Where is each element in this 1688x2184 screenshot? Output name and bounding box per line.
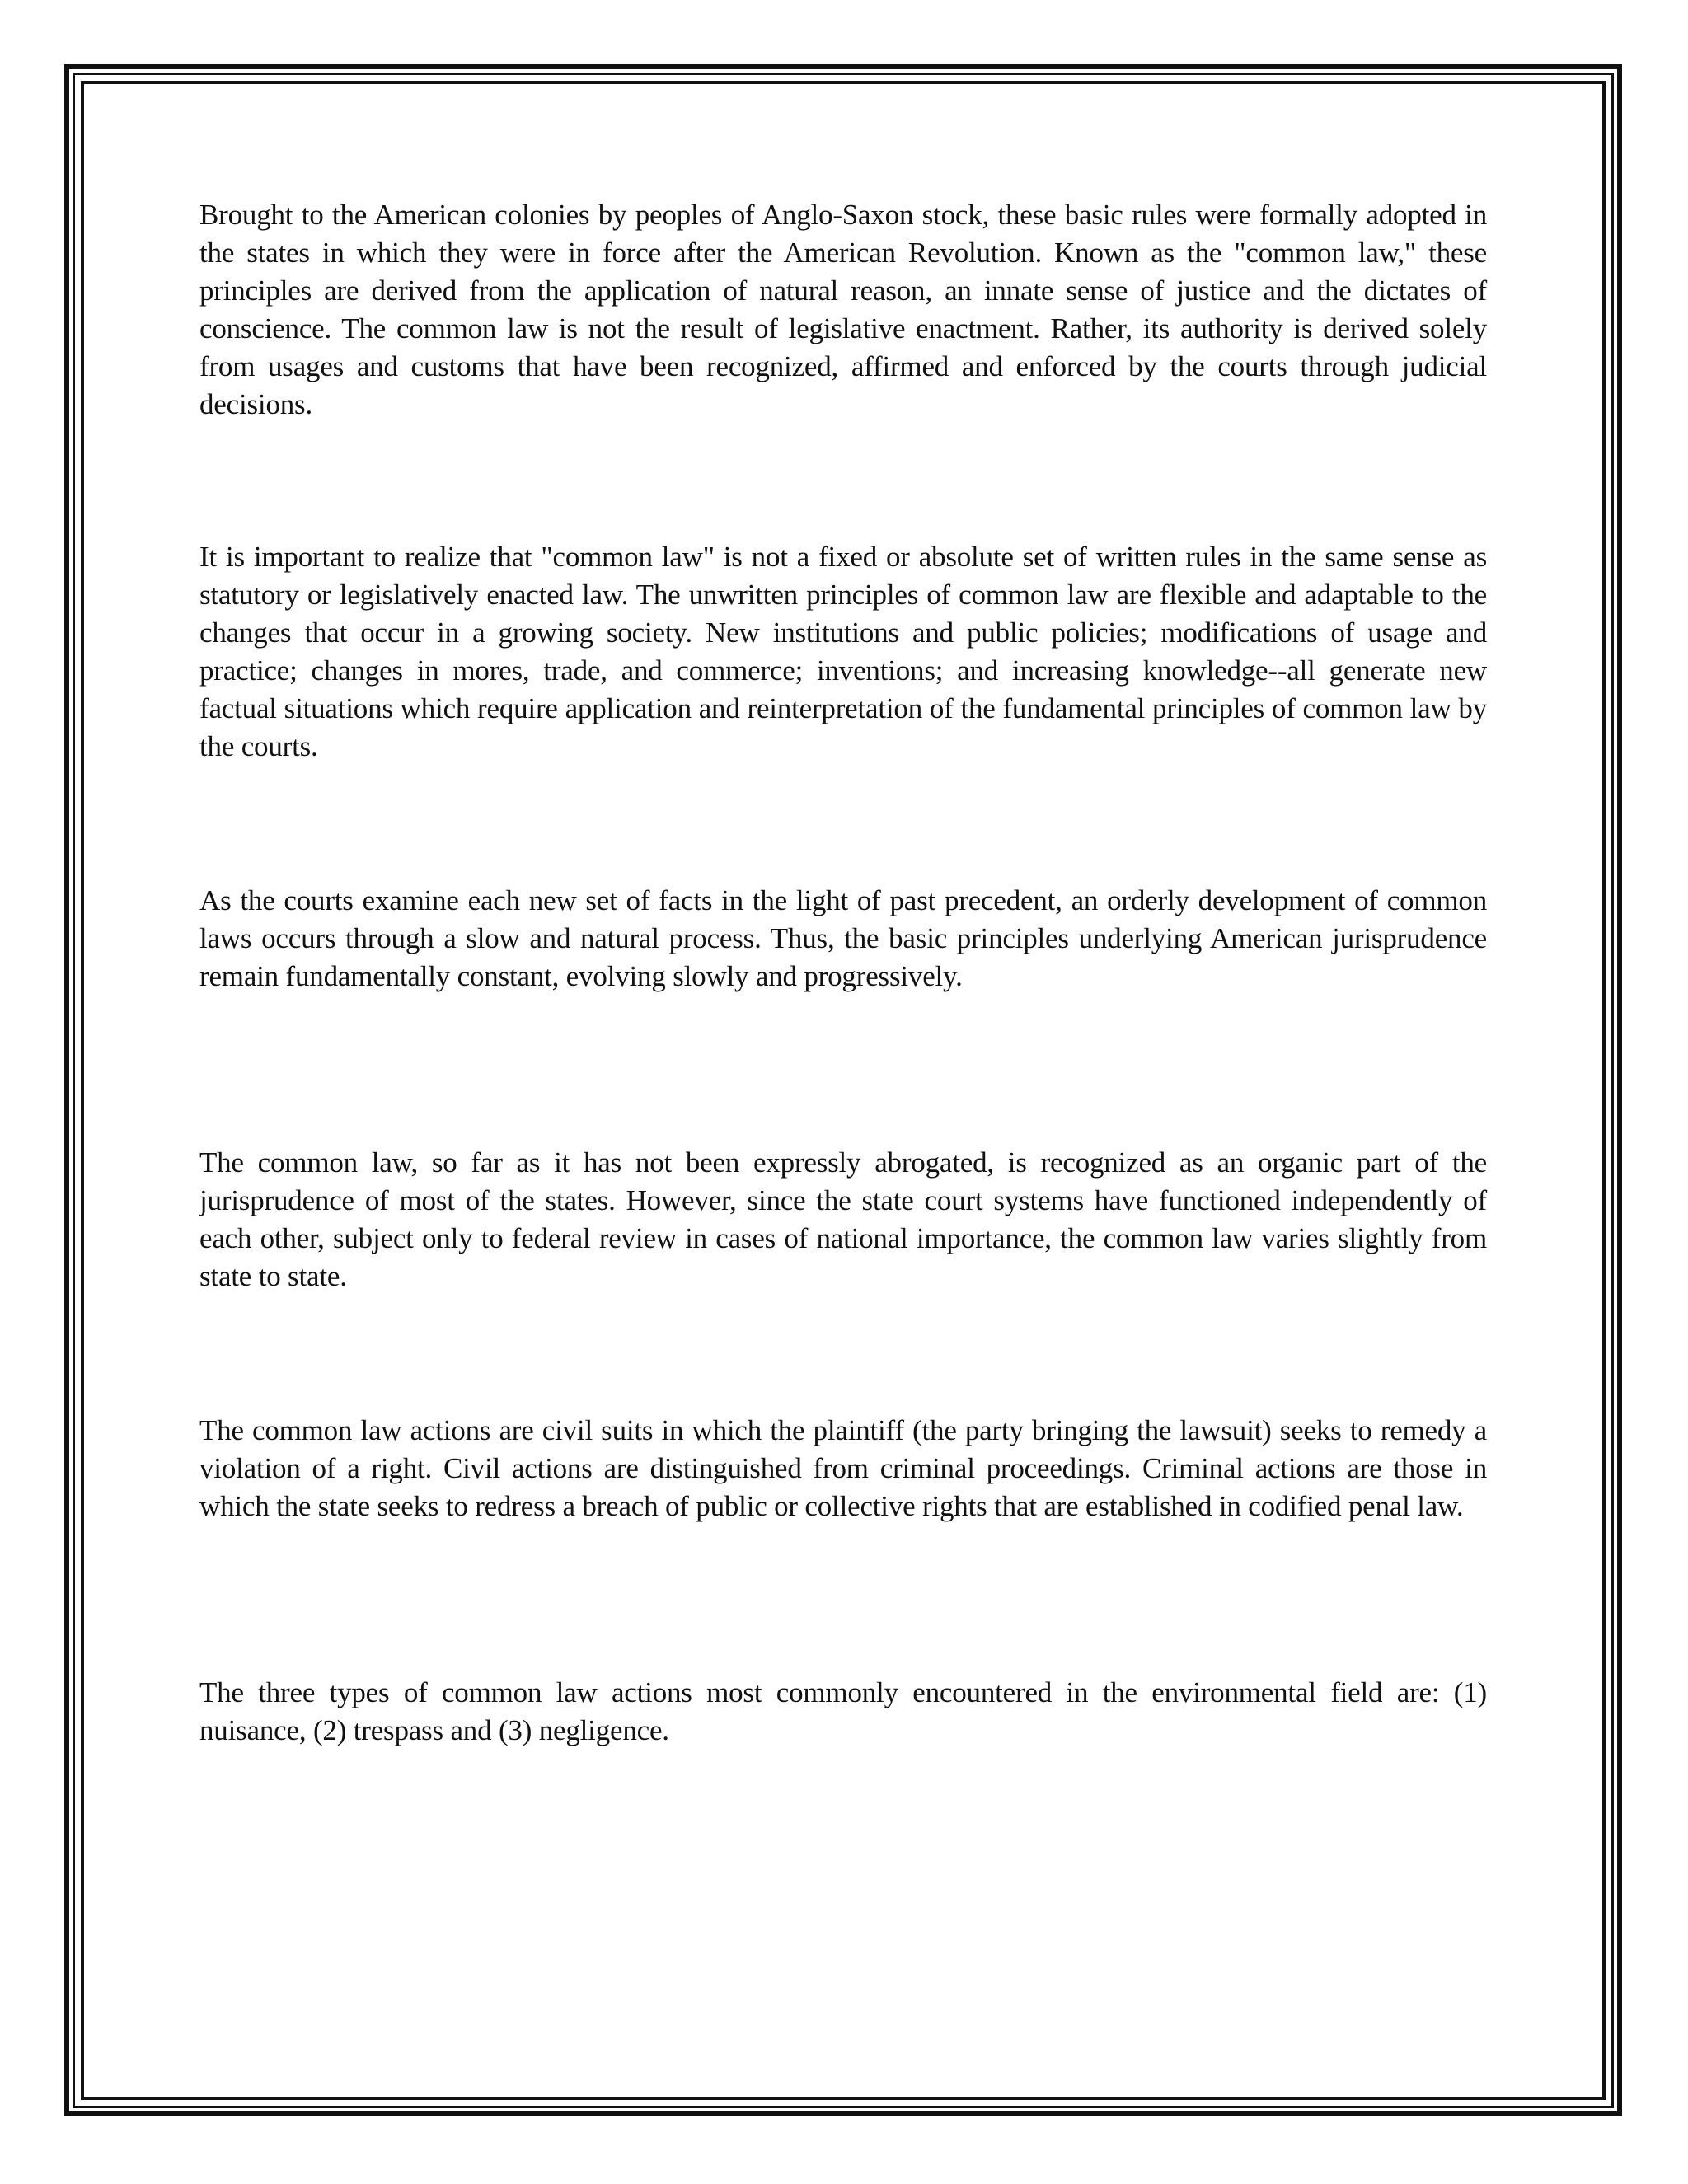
paragraph-three-action-types: The three types of common law actions most commonly encountered in the environmental field are: (1) nuisance, (2) trespass and (3) negligence.	[199, 1676, 1487, 1746]
paragraph-state-variation: The common law, so far as it has not been expressly abrogated, is recognized as an organic part of the jurisprudence of most of the states. However, since the state court systems have functioned independently of each other, subject only to federal review in cases of national importance, the common law varies slightly from state to state.	[199, 1146, 1487, 1292]
paragraph-common-law-origin: Brought to the American colonies by peoples of Anglo-Saxon stock, these basic rules were formally adopted in the states in which they were in force after the American Revolution. Known as the "common law," these principles are derived from the application of natural reason, an innate sense of justice and the dictates of conscience. The common law is not the result of legislative enactment. Rather, its authority is derived solely from usages and customs that have been recognized, affirmed and enforced by the courts through judicial decisions.	[199, 199, 1487, 420]
paragraph-common-law-flexibility: It is important to realize that "common law" is not a fixed or absolute set of written rules in the same sense as statutory or legislatively enacted law. The unwritten principles of common law are flexible and adaptable to the changes that occur in a growing society. New institutions and public policies; modifications of usage and practice; changes in mores, trade, and commerce; inventions; and increasing knowledge--all generate new factual situations which require application and reinterpretation of the fundamental principles of common law by the courts.	[199, 541, 1487, 762]
paragraph-civil-actions: The common law actions are civil suits in which the plaintiff (the party bringing the lawsuit) seeks to remedy a violation of a right. Civil actions are distinguished from criminal proceedings. Criminal actions are those in which the state seeks to redress a breach of public or collective rights that are established in codified penal law.	[199, 1414, 1487, 1522]
paragraph-precedent-development: As the courts examine each new set of facts in the light of past precedent, an orderly development of common laws occurs through a slow and natural process. Thus, the basic principles underlying American jurisprudence remain fundamentally constant, evolving slowly and progressively.	[199, 884, 1487, 992]
